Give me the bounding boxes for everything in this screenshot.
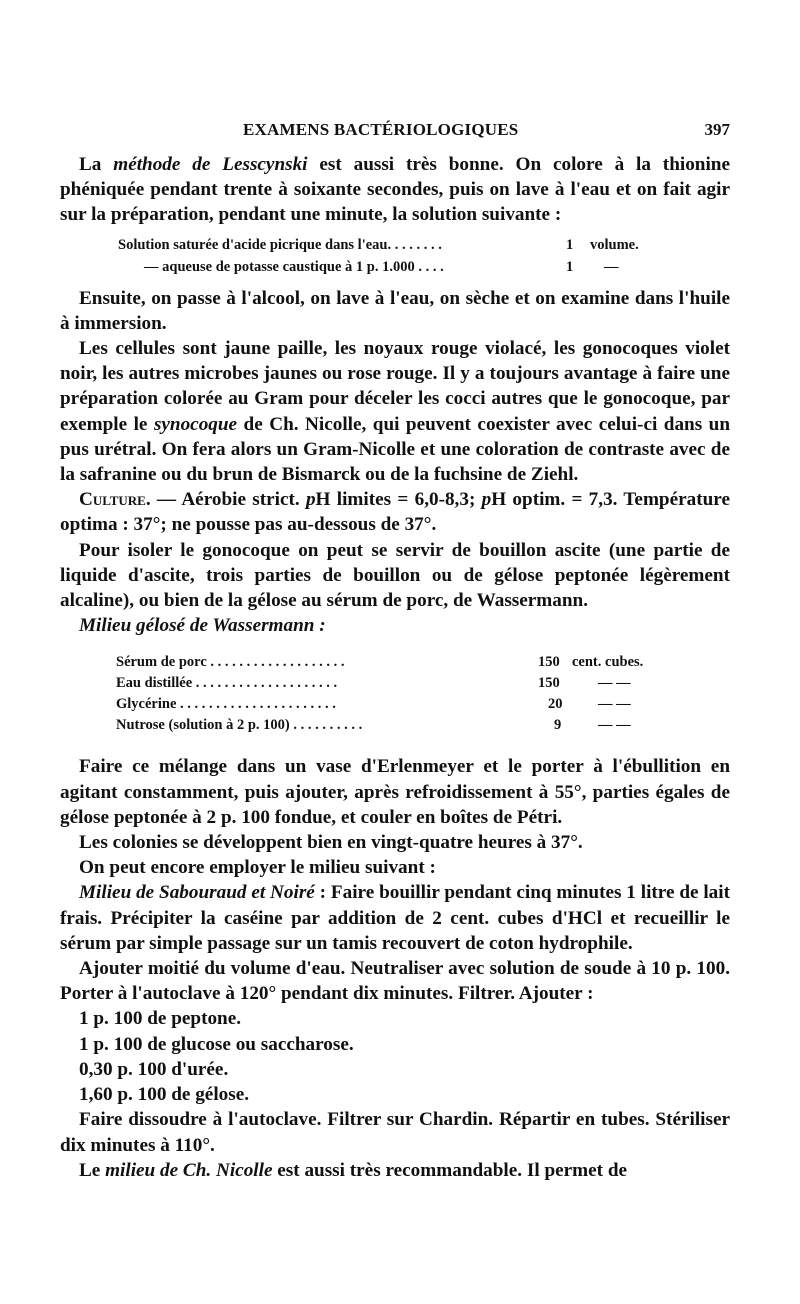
medium-title xyxy=(60,613,730,638)
list-item: 0,30 p. 100 d'urée. xyxy=(79,1058,229,1080)
formula-qty: 1 xyxy=(566,258,574,275)
formula-label: — aqueuse de potasse caustique à 1 p. 1.000 . . . . xyxy=(144,258,444,275)
text-run: H limites = 6,0-8,3; xyxy=(315,489,482,511)
paragraph-culture xyxy=(60,487,730,537)
medium-name: Milieu de Sabouraud et Noiré xyxy=(79,882,315,904)
paragraph-sabouraud xyxy=(60,880,730,956)
list-item: 1 p. 100 de peptone. xyxy=(79,1008,242,1030)
page-number: 397 xyxy=(704,120,730,139)
medium-unit: cent. cubes. xyxy=(572,654,644,671)
solution-formula xyxy=(118,234,730,278)
formula-row xyxy=(118,256,730,278)
paragraph: Ensuite, on passe à l'alcool, on lave à l'eau, on sèche et on examine dans l'huile à immersion. xyxy=(60,287,730,334)
paragraph: Les colonies se développent bien en vingt-quatre heures à 37°. xyxy=(79,832,583,854)
medium-qty: 150 xyxy=(538,675,560,692)
formula-unit: — xyxy=(604,258,619,275)
text-run: La xyxy=(79,154,114,175)
medium-table xyxy=(116,652,730,736)
formula-unit: volume. xyxy=(590,236,639,253)
medium-row xyxy=(116,652,730,673)
medium-label: Sérum de porc . . . . . . . . . . . . . . . . . . . xyxy=(116,654,345,671)
medium-row xyxy=(116,715,730,736)
running-header xyxy=(60,112,730,152)
medium-row xyxy=(116,694,730,715)
text-run: Les cellules sont jaune paille, les noyaux rouge violacé, les gonocoques violet noir, les autres microbes jaunes ou rose rouge. Il y a toujours avantage à faire une préparation colorée au Gram pour déceler les cocci autres que le gonocoque, par exemple le xyxy=(60,338,730,435)
medium-qty: 9 xyxy=(554,717,562,734)
text-run: H optim. = 7,3. Température optima : 37°; ne pousse pas au-dessous de 37°. xyxy=(60,489,730,536)
text-run: Milieu gélosé de Wassermann : xyxy=(79,615,326,637)
text-run: : Faire bouillir pendant cinq minutes 1 litre de lait frais. Précipiter la caséine par addition de 2 cent. cubes d'HCl et recueillir le sérum par simple passage sur un tamis recouvert de coton hydrophile. xyxy=(60,882,731,954)
medium-name: milieu de Ch. Nicolle xyxy=(105,1159,273,1181)
paragraph-nicolle xyxy=(60,1158,730,1183)
book-page xyxy=(60,112,730,1183)
paragraph: Pour isoler le gonocoque on peut se servir de bouillon ascite (une partie de liquide d'ascite, trois parties de bouillon ou de gélose peptonée légèrement alcaline), ou bien de la gélose au sérum de porc, de Wassermann. xyxy=(60,539,730,612)
method-name: méthode de Lesscynski xyxy=(113,154,308,175)
medium-unit: — — xyxy=(598,696,631,713)
medium-label: Nutrose (solution à 2 p. 100) . . . . . . . . . . xyxy=(116,717,363,734)
text-run: — Aérobie strict. xyxy=(150,489,306,511)
paragraph-lesscynski xyxy=(60,152,730,228)
text-run: p xyxy=(305,489,316,511)
medium-qty: 150 xyxy=(538,654,560,671)
medium-label: Eau distillée . . . . . . . . . . . . . . . . . . . . xyxy=(116,675,338,692)
formula-qty: 1 xyxy=(566,236,574,253)
text-run: de Ch. Nicolle, qui peuvent coexister avec celui-ci dans un pus urétral. On fera alors un Gram-Nicolle et une coloration de contraste avec de la safranine ou du brun de Bismarck ou de la fuchsine de Ziehl. xyxy=(60,413,730,486)
running-title: EXAMENS BACTÉRIOLOGIQUES xyxy=(243,120,519,139)
text-run: p xyxy=(481,489,492,511)
medium-qty: 20 xyxy=(548,696,563,713)
text-run: est aussi très bonne. On colore à la thionine phéniquée pendant trente à soixante secondes, puis on lave à l'eau et on fait agir sur la préparation, pendant une minute, la solution suivante : xyxy=(60,154,730,226)
section-heading: Culture. xyxy=(79,489,151,511)
paragraph: Faire ce mélange dans un vase d'Erlenmeyer et le porter à l'ébullition en agitant constamment, puis ajouter, après refroidissement à 55°, parties égales de gélose peptonée à 2 p. 100 fondue, et couler en boîtes de Pétri. xyxy=(60,756,730,828)
medium-row xyxy=(116,673,730,694)
medium-label: Glycérine . . . . . . . . . . . . . . . . . . . . . . xyxy=(116,696,336,713)
medium-unit: — — xyxy=(598,717,631,734)
formula-row xyxy=(118,234,730,256)
paragraph: On peut encore employer le milieu suivant : xyxy=(79,857,436,879)
paragraph: Faire dissoudre à l'autoclave. Filtrer sur Chardin. Répartir en tubes. Stériliser dix minutes à 110°. xyxy=(60,1109,730,1156)
text-run: est aussi très recommandable. Il permet de xyxy=(272,1159,628,1181)
list-item: 1 p. 100 de glucose ou saccharose. xyxy=(79,1033,354,1055)
formula-label: Solution saturée d'acide picrique dans l'eau. . . . . . . . xyxy=(118,236,442,253)
paragraph xyxy=(60,336,730,487)
list-item: 1,60 p. 100 de gélose. xyxy=(79,1084,250,1106)
medium-unit: — — xyxy=(598,675,631,692)
organism-name: synocoque xyxy=(153,413,238,435)
text-run: Le xyxy=(79,1159,106,1181)
paragraph: Ajouter moitié du volume d'eau. Neutraliser avec solution de soude à 10 p. 100. Porter à l'autoclave à 120° pendant dix minutes. Filtrer. Ajouter : xyxy=(60,958,730,1005)
